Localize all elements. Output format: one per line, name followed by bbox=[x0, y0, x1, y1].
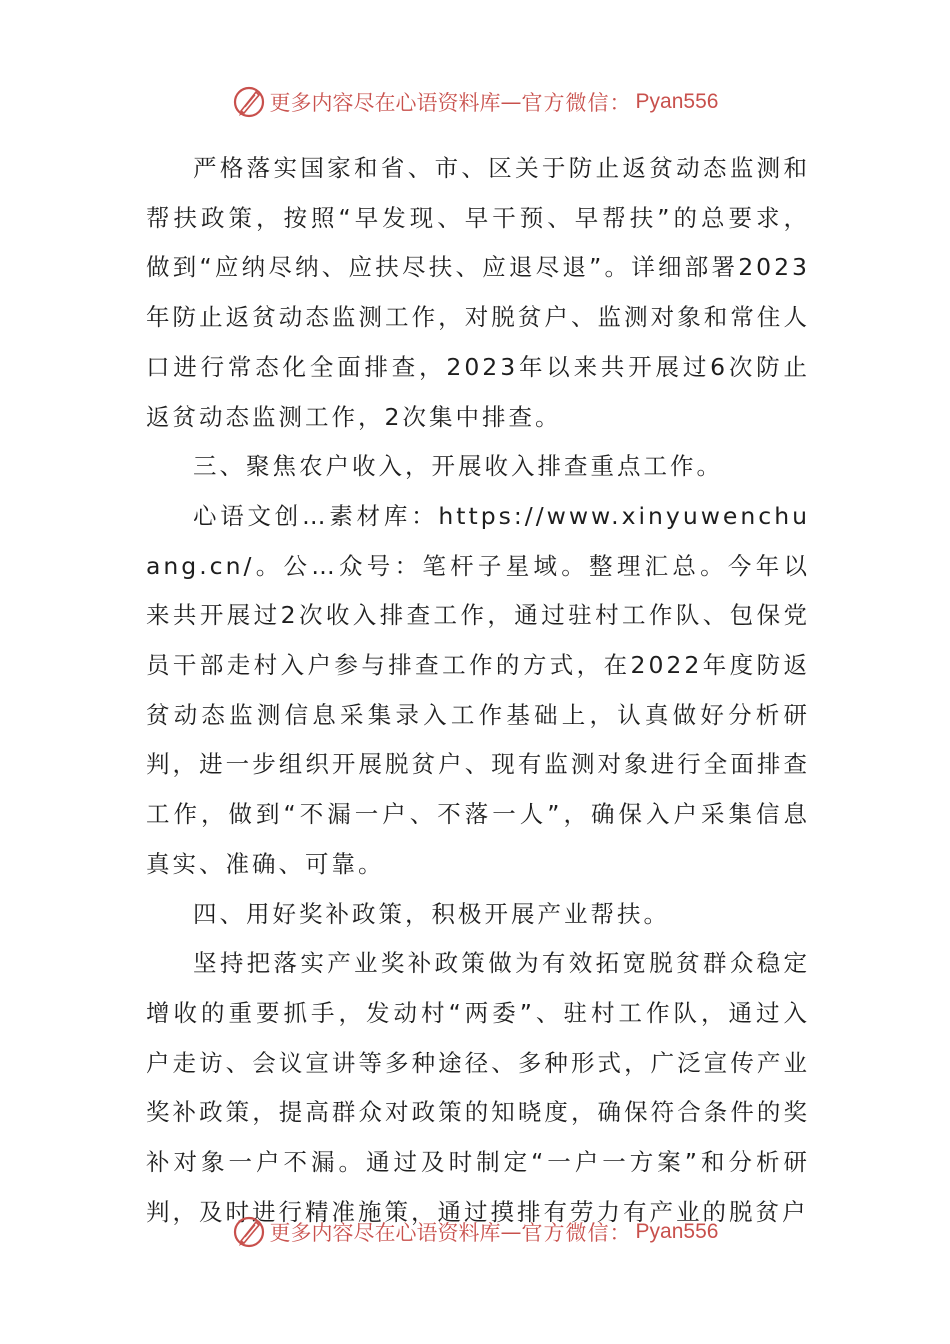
section-heading-3: 三、聚焦农户收入，开展收入排查重点工作。 bbox=[193, 452, 723, 481]
site-name-text: 更多内容尽在心语资料库 bbox=[269, 91, 501, 115]
paragraph-monitoring-policy: 严格落实国家和省、市、区关于防止返贫动态监测和帮扶政策，按照“早发现、早干预、早帮扶”的总要求，做到“应纳尽纳、应扶尽扶、应退尽退”。详细部署2023年防止返贫动态监测工作，对脱贫户、监测对象和常住人口进行常态化全面排查，2023年以来共开展过6次防止返贫动态监测工作，2次集中排查。 bbox=[146, 154, 810, 431]
wechat-id: Pyan556 bbox=[635, 90, 719, 113]
contact-label: 官方微信： bbox=[521, 91, 632, 115]
document-body bbox=[146, 144, 810, 1237]
quill-pen-logo-icon bbox=[232, 1215, 266, 1249]
paragraph-income-survey: 心语文创…素材库：https://www.xinyuwenchuang.cn/。公…众号：笔杆子星域。整理汇总。今年以来共开展过2次收入排查工作，通过驻村工作队、包保党员干部走村入户参与排查工作的方式，在2022年度防返贫动态监测信息采集录入工作基础上，认真做好分析研判，进一步组织开展脱贫户、现有监测对象进行全面排查工作，做到“不漏一户、不落一人”，确保入户采集信息真实、准确、可靠。 bbox=[146, 501, 810, 878]
paragraph-industry-subsidy: 坚持把落实产业奖补政策做为有效拓宽脱贫群众稳定增收的重要抓手，发动村“两委”、驻村工作队，通过入户走访、会议宣讲等多种途径、多种形式，广泛宣传产业奖补政策，提高群众对政策的知晓度，确保符合条件的奖补对象一户不漏。通过及时制定“一户一方案”和分析研判，及时进行精准施策，通过摸排有劳力有产业的脱贫户 bbox=[146, 949, 810, 1226]
quill-pen-logo-icon bbox=[232, 85, 266, 119]
section-heading-4: 四、用好奖补政策，积极开展产业帮扶。 bbox=[193, 899, 670, 928]
site-name-text: 更多内容尽在心语资料库 bbox=[269, 1221, 501, 1245]
header-watermark-banner bbox=[0, 82, 950, 122]
wechat-id: Pyan556 bbox=[635, 1220, 719, 1243]
banner-dash: — bbox=[500, 1220, 522, 1244]
banner-dash: — bbox=[500, 90, 522, 114]
contact-label: 官方微信： bbox=[521, 1221, 632, 1245]
footer-watermark-banner bbox=[0, 1212, 950, 1252]
